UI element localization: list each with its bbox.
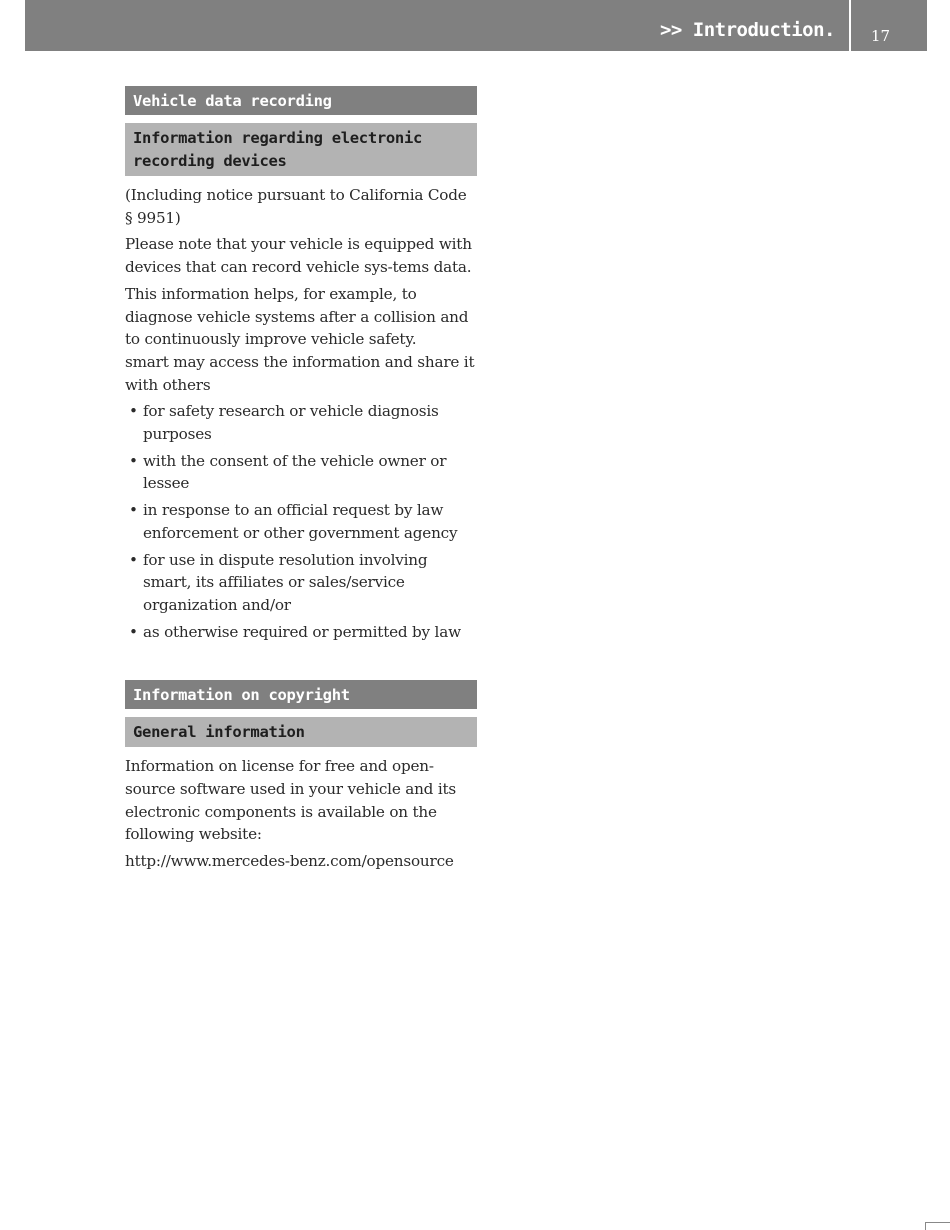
list-item-text: in response to an official request by law enforcement or other government agency [143, 501, 458, 542]
bullet-icon: • [129, 550, 138, 569]
list-item [125, 400, 477, 445]
list-item [125, 549, 477, 617]
section-heading-copyright: Information on copyright [125, 680, 477, 709]
subheading-electronic-devices: Information regarding electronic recording devices [125, 123, 477, 176]
header-divider [849, 0, 851, 51]
bullet-icon: • [129, 501, 138, 520]
list-item [125, 450, 477, 495]
paragraph-information-helps: This information helps, for example, to diagnose vehicle systems after a collision and to continuously improve vehicle safety. [125, 284, 469, 349]
section-copyright [125, 680, 477, 873]
bullet-icon: • [129, 451, 138, 470]
section-heading-vehicle-data: Vehicle data recording [125, 86, 477, 115]
list-item-text: for safety research or vehicle diagnosis purposes [143, 402, 439, 444]
opensource-link[interactable]: http://www.mercedes-benz.com/opensource [125, 852, 454, 871]
list-item-text: as otherwise required or permitted by law [143, 622, 461, 641]
bullet-icon: • [129, 622, 138, 641]
page-header [25, 0, 927, 51]
paragraph-smart-access: smart may access the information and share it with others [125, 352, 475, 394]
bullet-icon: • [129, 402, 138, 421]
content-column [125, 86, 477, 873]
paragraph-california-notice: (Including notice pursuant to California Code § 9951) [125, 186, 467, 227]
list-item-text: for use in dispute resolution involving smart, its affiliates or sales/service organization and/or [143, 550, 428, 614]
subheading-general-information: General information [125, 717, 477, 747]
chapter-title: >> Introduction. [659, 19, 835, 41]
list-item [125, 621, 477, 644]
paragraph-license-info: Information on license for free and open-source software used in your vehicle and its electronic components is available on the following website: [125, 757, 456, 844]
list-item [125, 499, 477, 544]
paragraph-devices-equipped: Please note that your vehicle is equipped with devices that can record vehicle sys-tems data. [125, 235, 472, 277]
page-number: 17 [871, 27, 891, 45]
list-item-text: with the consent of the vehicle owner or lessee [143, 451, 447, 493]
bullet-list [125, 400, 477, 643]
